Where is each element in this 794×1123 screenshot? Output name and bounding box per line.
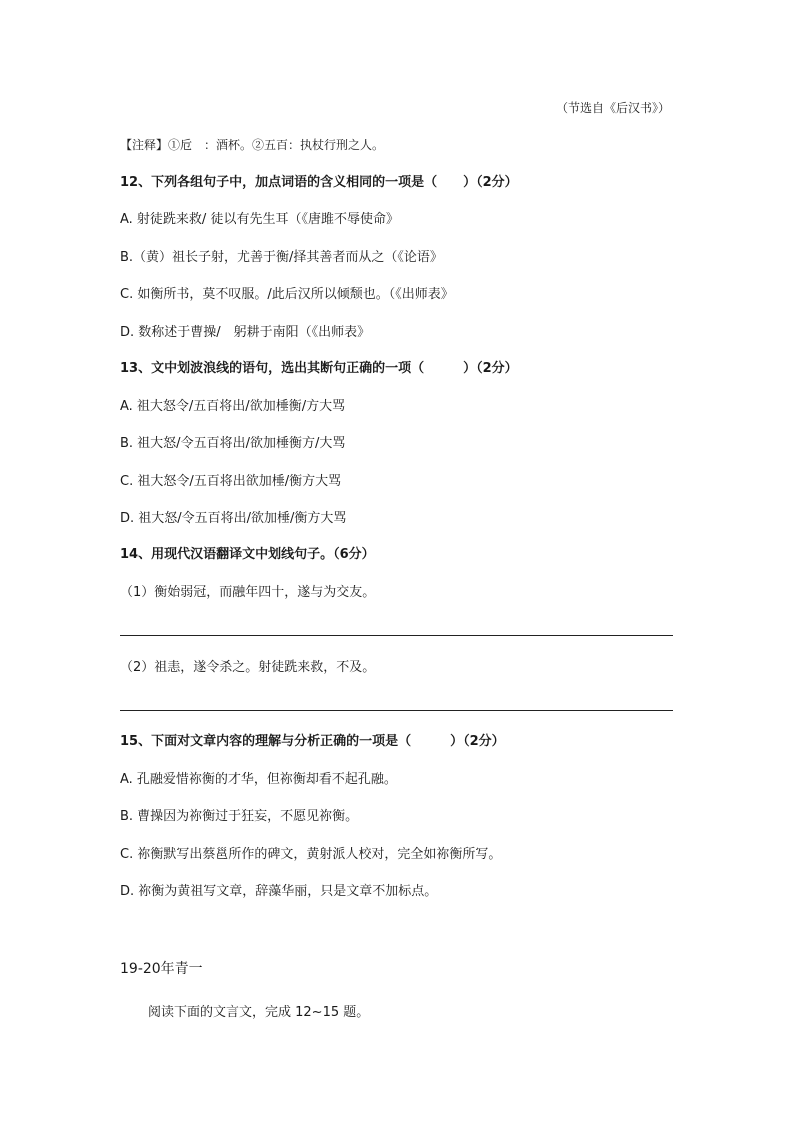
q15-option-d: D. 祢衡为黄祖写文章，辞藻华丽，只是文章不加标点。 bbox=[120, 884, 438, 899]
q14-item-2: （2）祖恚，遂令杀之。射徒跣来救，不及。 bbox=[120, 660, 376, 675]
question-13-title: 13、文中划波浪线的语句，选出其断句正确的一项（ ）（2分） bbox=[120, 361, 518, 376]
q13-option-a: A. 祖大怒令/五百将出/欲加棰衡/方大骂 bbox=[120, 399, 346, 414]
q15-option-c: C. 祢衡默写出蔡邕所作的碑文，黄射派人校对，完全如祢衡所写。 bbox=[120, 847, 502, 862]
source-citation: （节选自《后汉书》） bbox=[555, 101, 670, 115]
question-14-title: 14、用现代汉语翻译文中划线句子。（6分） bbox=[120, 547, 375, 562]
section-instruction: 阅读下面的文言文，完成 12~15 题。 bbox=[148, 1005, 370, 1020]
question-15-title: 15、下面对文章内容的理解与分析正确的一项是（ ）（2分） bbox=[120, 734, 505, 749]
q13-option-c: C. 祖大怒令/五百将出欲加棰/衡方大骂 bbox=[120, 474, 342, 489]
q15-option-b: B. 曹操因为祢衡过于狂妄，不愿见祢衡。 bbox=[120, 809, 359, 824]
answer-line-1 bbox=[120, 635, 673, 636]
annotation-note: 【注释】①卮 ：酒杯。②五百：执杖行刑之人。 bbox=[120, 138, 385, 152]
question-12-title: 12、下列各组句子中，加点词语的含义相同的一项是（ ）（2分） bbox=[120, 175, 518, 190]
answer-line-2 bbox=[120, 710, 673, 711]
q15-option-a: A. 孔融爱惜祢衡的才华，但祢衡却看不起孔融。 bbox=[120, 772, 397, 787]
q13-option-d: D. 祖大怒/令五百将出/欲加棰/衡方大骂 bbox=[120, 511, 347, 526]
q12-option-a: A. 射徒跣来救/ 徒以有先生耳（《唐雎不辱使命》 bbox=[120, 212, 399, 227]
section-title: 19-20年青一 bbox=[120, 961, 203, 977]
q12-option-c: C. 如衡所书，莫不叹服。/此后汉所以倾颓也。（《出师表》 bbox=[120, 287, 454, 302]
q12-option-d: D. 数称述于曹操/ 躬耕于南阳（《出师表》 bbox=[120, 325, 371, 340]
q12-option-b: B.（黄）祖长子射，尤善于衡/择其善者而从之（《论语》 bbox=[120, 250, 443, 265]
q14-item-1: （1）衡始弱冠，而融年四十，遂与为交友。 bbox=[120, 585, 376, 600]
q13-option-b: B. 祖大怒/令五百将出/欲加棰衡方/大骂 bbox=[120, 436, 346, 451]
